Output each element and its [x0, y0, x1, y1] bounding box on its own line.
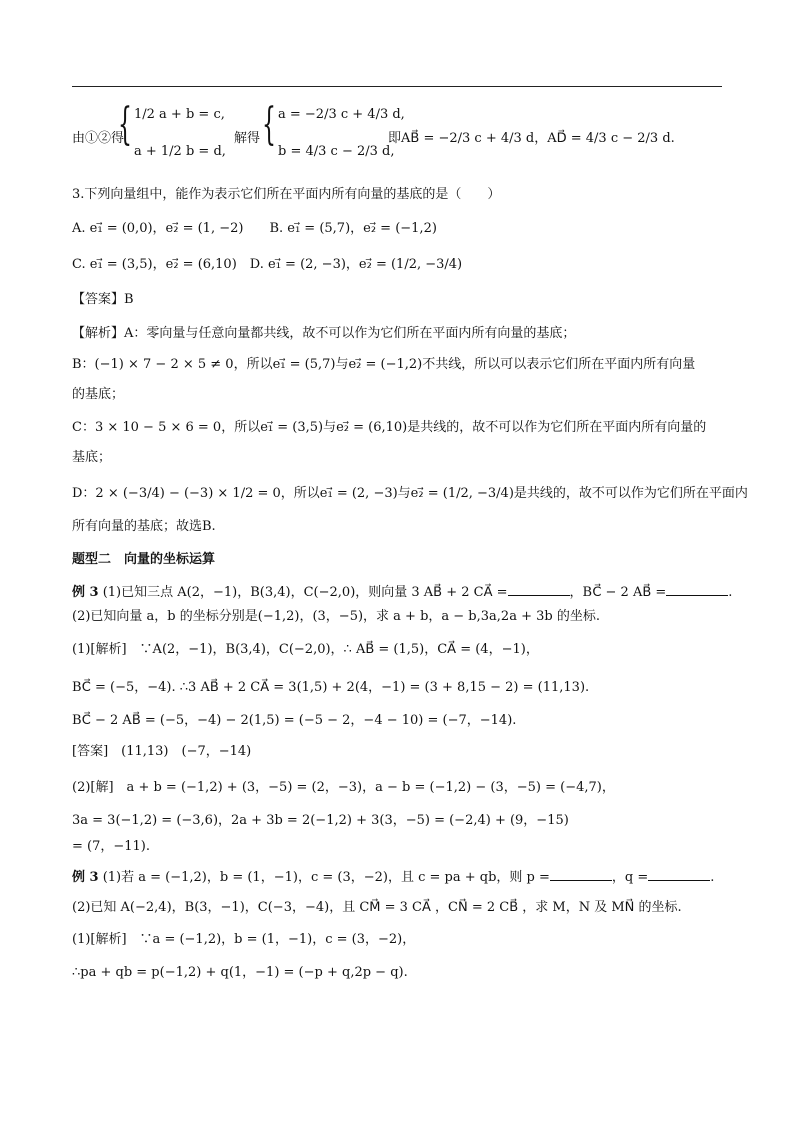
example3b-q1-text: (1)若 a = (−1,2)，b = (1，−1)，c = (3，−2)，且 c = pa + qb，则 p =	[102, 870, 550, 885]
q3-option-c-d: C. e₁⃗ = (3,5)，e₂⃗ = (6,10) D. e₁⃗ = (2, −3)，e₂⃗ = (1/2, −3/4)	[72, 257, 463, 272]
solve-label: 解得	[234, 131, 261, 146]
example3a-answer: [答案] (11,13) (−7，−14)	[72, 744, 252, 759]
q3-explanation-3: 的基底；	[72, 387, 125, 402]
system-prefix: 由①②得	[72, 131, 125, 146]
example3a-solution-6: = (7，−11).	[72, 839, 151, 854]
q3-explanation-1: 【解析】A：零向量与任意向量都共线，故不可以作为它们所在平面内所有向量的基底；	[72, 326, 576, 341]
example3a-question2: (2)已知向量 a，b 的坐标分别是(−1,2)，(3，−5)，求 a + b，a − b,3a,2a + 3b 的坐标.	[72, 609, 600, 624]
example3a-question1	[72, 583, 732, 602]
system2-row1: a = −2/3 c + 4/3 d,	[278, 107, 405, 122]
example3a-solution-5: 3a = 3(−1,2) = (−3,6)，2a + 3b = 2(−1,2) + 3(3，−5) = (−2,4) + (9，−15)	[72, 813, 569, 828]
section-title: 题型二 向量的坐标运算	[72, 552, 216, 567]
q3-explanation-5: 基底；	[72, 450, 112, 465]
example3b-question1	[72, 868, 714, 887]
example3b-q1-end: .	[710, 870, 715, 885]
example3b-solution-1: (1)[解析] ∵a = (−1,2)，b = (1，−1)，c = (3，−2)，	[72, 932, 416, 947]
example3b-question2: (2)已知 A(−2,4)，B(3，−1)，C(−3，−4)，且 CM⃗ = 3 CA⃗ ，CN⃗ = 2 CB⃗ ，求 M，N 及 MN⃗ 的坐标.	[72, 900, 682, 915]
q3-answer: 【答案】B	[72, 292, 134, 307]
q3-explanation-7: 所有向量的基底；故选B.	[72, 519, 216, 534]
example-label: 例 3	[72, 870, 99, 885]
example3b-solution-2: ∴pa + qb = p(−1,2) + q(1，−1) = (−p + q,2p − q).	[72, 965, 408, 980]
example-label: 例 3	[72, 585, 99, 600]
example3b-q1-mid: ，q =	[611, 870, 649, 885]
answer-blank	[508, 583, 570, 596]
example3a-q1-text2: ，BC⃗ − 2 AB⃗ =	[569, 585, 667, 600]
left-brace-icon: {	[262, 99, 276, 150]
example3a-q1-end: .	[728, 585, 733, 600]
example3a-solution-1: (1)[解析] ∵A(2，−1)，B(3,4)，C(−2,0)，∴ AB⃗ = (1,5)，CA⃗ = (4，−1)，	[72, 642, 539, 657]
example3a-solution-2: BC⃗ = (−5，−4). ∴3 AB⃗ + 2 CA⃗ = 3(1,5) + 2(4，−1) = (3 + 8,15 − 2) = (11,13).	[72, 680, 590, 695]
example3a-solution-3: BC⃗ − 2 AB⃗ = (−5，−4) − 2(1,5) = (−5 − 2，−4 − 10) = (−7，−14).	[72, 713, 517, 728]
q3-title: 3.下列向量组中，能作为表示它们所在平面内所有向量的基底的是（ ）	[72, 187, 501, 202]
q3-explanation-6: D：2 × (−3/4) − (−3) × 1/2 = 0，所以e₁⃗ = (2, −3)与e₂⃗ = (1/2, −3/4)是共线的，故不可以作为它们所在平面内	[72, 486, 748, 501]
example3a-solution-4: (2)[解] a + b = (−1,2) + (3，−5) = (2，−3)，a − b = (−1,2) − (3，−5) = (−4,7)，	[72, 780, 615, 795]
left-brace-icon: {	[118, 99, 132, 150]
system1-row1: 1/2 a + b = c,	[134, 107, 225, 122]
answer-blank	[550, 868, 612, 881]
answer-blank	[648, 868, 710, 881]
system2-row2: b = 4/3 c − 2/3 d,	[278, 144, 395, 159]
q3-explanation-4: C：3 × 10 − 5 × 6 = 0，所以e₁⃗ = (3,5)与e₂⃗ = (6,10)是共线的，故不可以作为它们所在平面内所有向量的	[72, 420, 707, 435]
q3-explanation-2: B：(−1) × 7 − 2 × 5 ≠ 0，所以e₁⃗ = (5,7)与e₂⃗ = (−1,2)不共线，所以可以表示它们所在平面内所有向量	[72, 357, 696, 372]
q3-option-a-b: A. e₁⃗ = (0,0)，e₂⃗ = (1, −2) B. e₁⃗ = (5,7)，e₂⃗ = (−1,2)	[72, 221, 437, 236]
system1-row2: a + 1/2 b = d,	[134, 144, 226, 159]
example3a-q1-text: (1)已知三点 A(2，−1)，B(3,4)，C(−2,0)，则向量 3 AB⃗ + 2 CA⃗ =	[102, 585, 508, 600]
answer-blank	[666, 583, 728, 596]
header-rule	[72, 86, 722, 87]
system-result: 即AB⃗ = −2/3 c + 4/3 d，AD⃗ = 4/3 c − 2/3 d.	[388, 131, 675, 146]
